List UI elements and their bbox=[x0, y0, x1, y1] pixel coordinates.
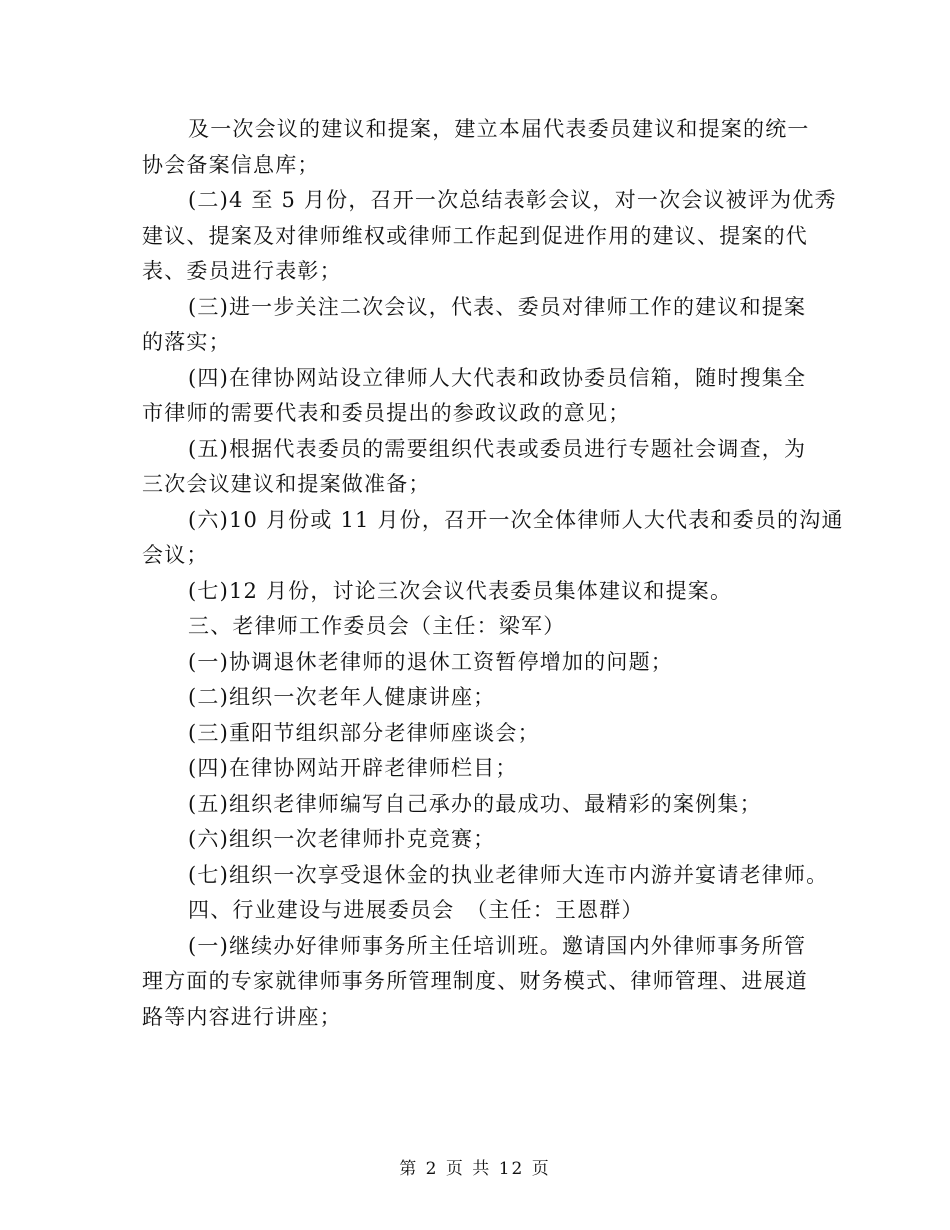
text-line: (七)组织一次享受退休金的执业老律师大连市内游并宴请老律师。 bbox=[188, 862, 829, 887]
text-line: (四)在律协网站设立律师人大代表和政协委员信箱，随时搜集全 bbox=[188, 365, 807, 390]
paragraph bbox=[142, 751, 814, 787]
text-line: (二)4 至 5 月份，召开一次总结表彰会议，对一次会议被评为优秀 bbox=[188, 188, 837, 212]
text-line: (五)组织老律师编写自己承办的最成功、最精彩的案例集； bbox=[188, 791, 762, 816]
text-line: 三次会议建议和提案做准备； bbox=[142, 472, 431, 496]
paragraph bbox=[142, 503, 844, 574]
text-line: (六)10 月份或 11 月份，召开一次全体律师人大代表和委员的沟通 bbox=[188, 507, 844, 532]
text-line: (五)根据代表委员的需要组织代表或委员进行专题社会调查，为 bbox=[188, 436, 807, 461]
text-line: (三)重阳节组织部分老律师座谈会； bbox=[188, 720, 540, 745]
text-line: (一)继续办好律师事务所主任培训班。邀请国内外律师事务所管 bbox=[188, 933, 807, 958]
text-line: 及一次会议的建议和提案，建立本届代表委员建议和提案的统一 bbox=[188, 117, 810, 141]
text-line: (四)在律协网站开辟老律师栏目； bbox=[188, 756, 518, 780]
text-line: 表、委员进行表彰； bbox=[142, 259, 342, 283]
paragraph bbox=[142, 680, 814, 716]
paragraph bbox=[142, 858, 829, 894]
page-number-footer: 第 2 页 共 12 页 bbox=[399, 1159, 551, 1179]
text-line: 会议； bbox=[142, 543, 209, 567]
text-line: 协会备案信息库； bbox=[142, 152, 320, 177]
paragraph bbox=[142, 645, 814, 681]
paragraph bbox=[142, 361, 814, 432]
paragraph bbox=[142, 183, 837, 290]
section-heading bbox=[142, 609, 814, 645]
text-line: (三)进一步关注二次会议，代表、委员对律师工作的建议和提案 bbox=[188, 294, 807, 319]
text-line: 市律师的需要代表和委员提出的参政议政的意见； bbox=[142, 401, 631, 425]
text-line: 建议、提案及对律师维权或律师工作起到促进作用的建议、提案的代 bbox=[142, 223, 808, 248]
text-line: 路等内容进行讲座； bbox=[142, 1004, 342, 1029]
text-line: (二)组织一次老年人健康讲座； bbox=[188, 685, 496, 709]
paragraph bbox=[142, 716, 814, 752]
paragraph bbox=[142, 112, 814, 183]
text-line: 三、老律师工作委员会（主任：梁军） bbox=[188, 614, 566, 638]
paragraph bbox=[142, 787, 814, 823]
paragraph bbox=[142, 432, 814, 503]
text-line: (七)12 月份，讨论三次会议代表委员集体建议和提案。 bbox=[188, 578, 733, 603]
text-line: 理方面的专家就律师事务所管理制度、财务模式、律师管理、进展道 bbox=[142, 969, 808, 993]
paragraph bbox=[142, 574, 814, 610]
text-line: (六)组织一次老律师扑克竞赛； bbox=[188, 827, 496, 851]
paragraph bbox=[142, 929, 814, 1036]
text-line: (一)协调退休老律师的退休工资暂停增加的问题； bbox=[188, 649, 673, 674]
paragraph bbox=[142, 290, 814, 361]
document-body bbox=[142, 112, 844, 1035]
text-line: 四、行业建设与进展委员会 （主任：王恩群） bbox=[188, 898, 644, 922]
text-line: 的落实； bbox=[142, 330, 231, 354]
section-heading bbox=[142, 893, 814, 929]
paragraph bbox=[142, 822, 814, 858]
